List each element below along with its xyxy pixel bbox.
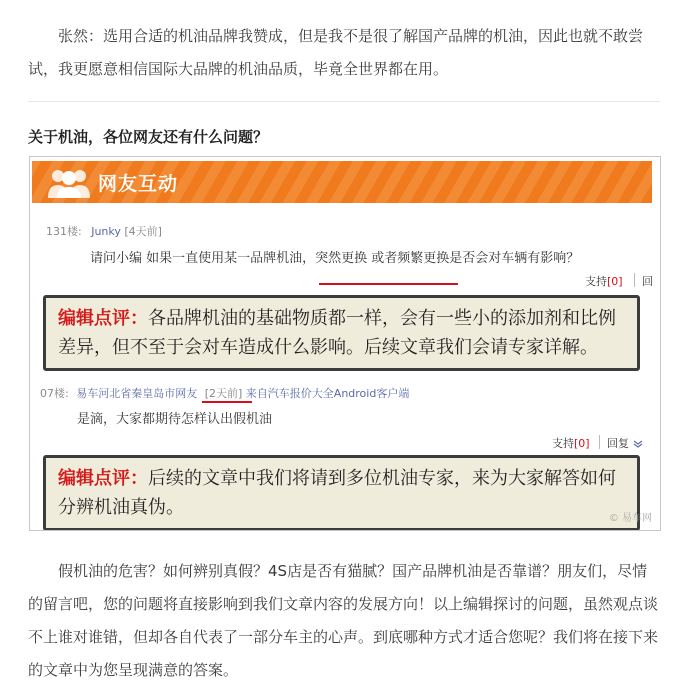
post-header bbox=[40, 385, 409, 401]
post-header bbox=[46, 223, 162, 239]
support-link[interactable]: 支持[0] bbox=[585, 275, 623, 288]
support-link[interactable]: 支持[0] bbox=[552, 437, 590, 450]
post-message: 请问小编 如果一直使用某一品牌机油，突然更换 或者频繁更换是否会对车辆有影响？ bbox=[90, 251, 580, 266]
comment-text: 各品牌机油的基础物质都一样，会有一些小的添加剂和比例差异，但不至于会对车造成什么影响。后续文章我们会请专家详解。 bbox=[58, 308, 616, 358]
post-time: [4天前] bbox=[124, 225, 162, 238]
chevron-down-icon bbox=[633, 439, 643, 449]
underline-mark bbox=[202, 401, 252, 403]
floor-number: 131楼: bbox=[46, 225, 82, 238]
reply-link[interactable]: 回复 bbox=[607, 435, 643, 451]
watermark: © 易车网 bbox=[608, 513, 652, 524]
post-time: [2天前] bbox=[204, 387, 243, 400]
floor-number: 07楼: bbox=[40, 387, 69, 400]
post-source[interactable]: 来自汽车报价大全Android客户端 bbox=[245, 387, 410, 400]
comment-text: 后续的文章中我们将请到多位机油专家，来为大家解答如何分辨机油真伪。 bbox=[58, 468, 616, 518]
section-divider bbox=[28, 101, 660, 102]
comment-label: 编辑点评： bbox=[58, 468, 148, 489]
section-title: 关于机油，各位网友还有什么问题？ bbox=[28, 128, 269, 146]
intro-paragraph: 张然：选用合适的机油品牌我赞成，但是我不是很了解国产品牌的机油，因此也就不敢尝试，我更愿意相信国际大品牌的机油品质，毕竟全世界都在用。 bbox=[28, 27, 644, 78]
editor-comment bbox=[43, 455, 640, 531]
banner-title: 网友互动 bbox=[98, 173, 179, 195]
post-message: 是滴，大家都期待怎样认出假机油 bbox=[77, 412, 273, 427]
username[interactable]: Junky bbox=[91, 225, 121, 238]
reply-link[interactable]: 回 bbox=[642, 275, 653, 288]
banner bbox=[32, 161, 652, 203]
underline-mark bbox=[319, 283, 458, 285]
comment-label: 编辑点评： bbox=[58, 308, 148, 329]
username[interactable]: 易车河北省秦皇岛市网友 bbox=[76, 387, 198, 400]
interaction-panel bbox=[29, 156, 661, 531]
people-icon bbox=[46, 168, 92, 198]
closing-paragraph: 假机油的危害？如何辨别真假？4S店是否有猫腻？国产品牌机油是否靠谱？朋友们，尽情的留言吧，您的问题将直接影响到我们文章内容的发展方向！以上编辑探讨的问题，虽然观点谈不上谁对谁错，但却各自代表了一部分车主的心声。到底哪种方式才适合您呢？我们将在接下来的文章中为您呈现满意的答案。 bbox=[28, 562, 659, 679]
editor-comment bbox=[43, 295, 640, 371]
